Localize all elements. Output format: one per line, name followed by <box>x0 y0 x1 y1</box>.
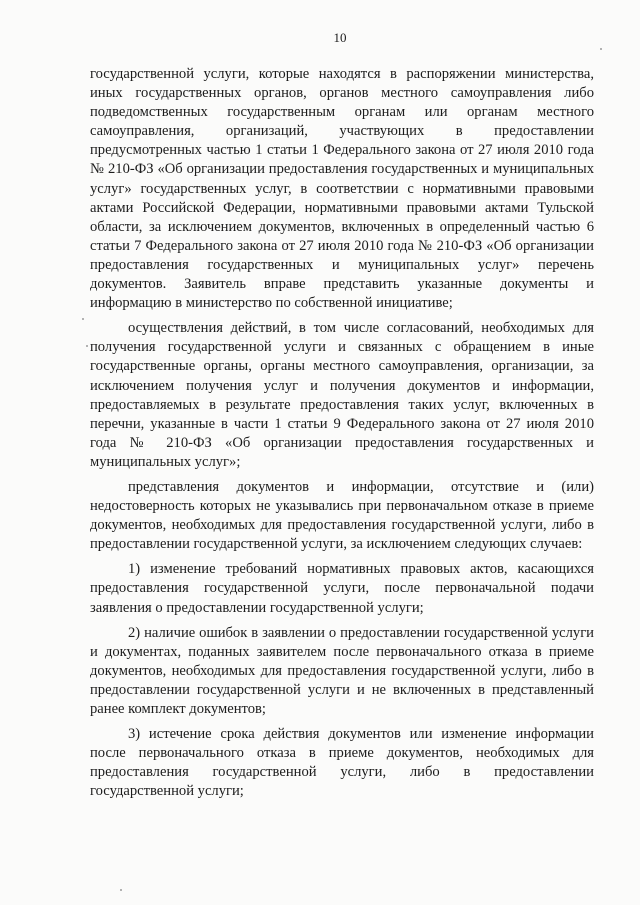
paragraph-continuation: государственной услуги, которые находятся в распоряжении министерства, иных государственных органов, органов местного самоуправления либо подведомственных государственным органам или органам местного самоуправления, организаций, участвующих в предоставлении предусмотренных частью 1 статьи 1 Федерального закона от 27 июля 2010 года № 210-ФЗ «Об организации предоставления государственных и муниципальных услуг» государственных услуг, в соответствии с нормативными правовыми актами Российской Федерации, нормативными правовыми актами Тульской области, за исключением документов, включенных в определенный частью 6 статьи 7 Федерального закона от 27 июля 2010 года № 210-ФЗ «Об организации предоставления государственных и муниципальных услуг» перечень документов. Заявитель вправе представить указанные документы и информацию в министерство по собственной инициативе; <box>90 66 594 312</box>
paragraph-documents: представления документов и информации, отсутствие и (или) недостоверность которых не указывались при первоначальном отказе в приеме документов, необходимых для предоставления государственной услуги, либо в предоставлении государственной услуги, за исключением следующих случаев: <box>90 478 594 553</box>
scan-speck <box>86 345 88 347</box>
scan-speck <box>600 48 602 50</box>
paragraph-actions: осуществления действий, в том числе согласований, необходимых для получения государственной услуги и связанных с обращением в иные государственные органы, органы местного самоуправления, организации, за исключением получения услуг и получения документов и информации, предоставляемых в результате предоставления таких услуг, включенных в перечни, указанные в части 1 статьи 9 Федерального закона от 27 июля 2010 года № 210-ФЗ «Об организации предоставления государственных и муниципальных услуг»; <box>90 320 594 470</box>
scan-speck <box>82 318 84 320</box>
document-body <box>90 65 594 807</box>
list-item-3: 3) истечение срока действия документов или изменение информации после первоначального отказа в приеме документов, необходимых для предоставления государственной услуги, либо в предоставлении государственной услуги; <box>90 726 594 800</box>
list-item-1: 1) изменение требований нормативных правовых актов, касающихся предоставления государственной услуги, после первоначальной подачи заявления о предоставлении государственной услуги; <box>90 561 594 616</box>
page-number: 10 <box>333 30 347 45</box>
list-item-2: 2) наличие ошибок в заявлении о предоставлении государственной услуги и документах, поданных заявителем после первоначального отказа в приеме документов, необходимых для предоставления государственной услуги, либо в предоставлении государственной услуги и не включенных в представленный ранее комплект документов; <box>90 624 594 717</box>
scan-speck <box>120 889 122 891</box>
